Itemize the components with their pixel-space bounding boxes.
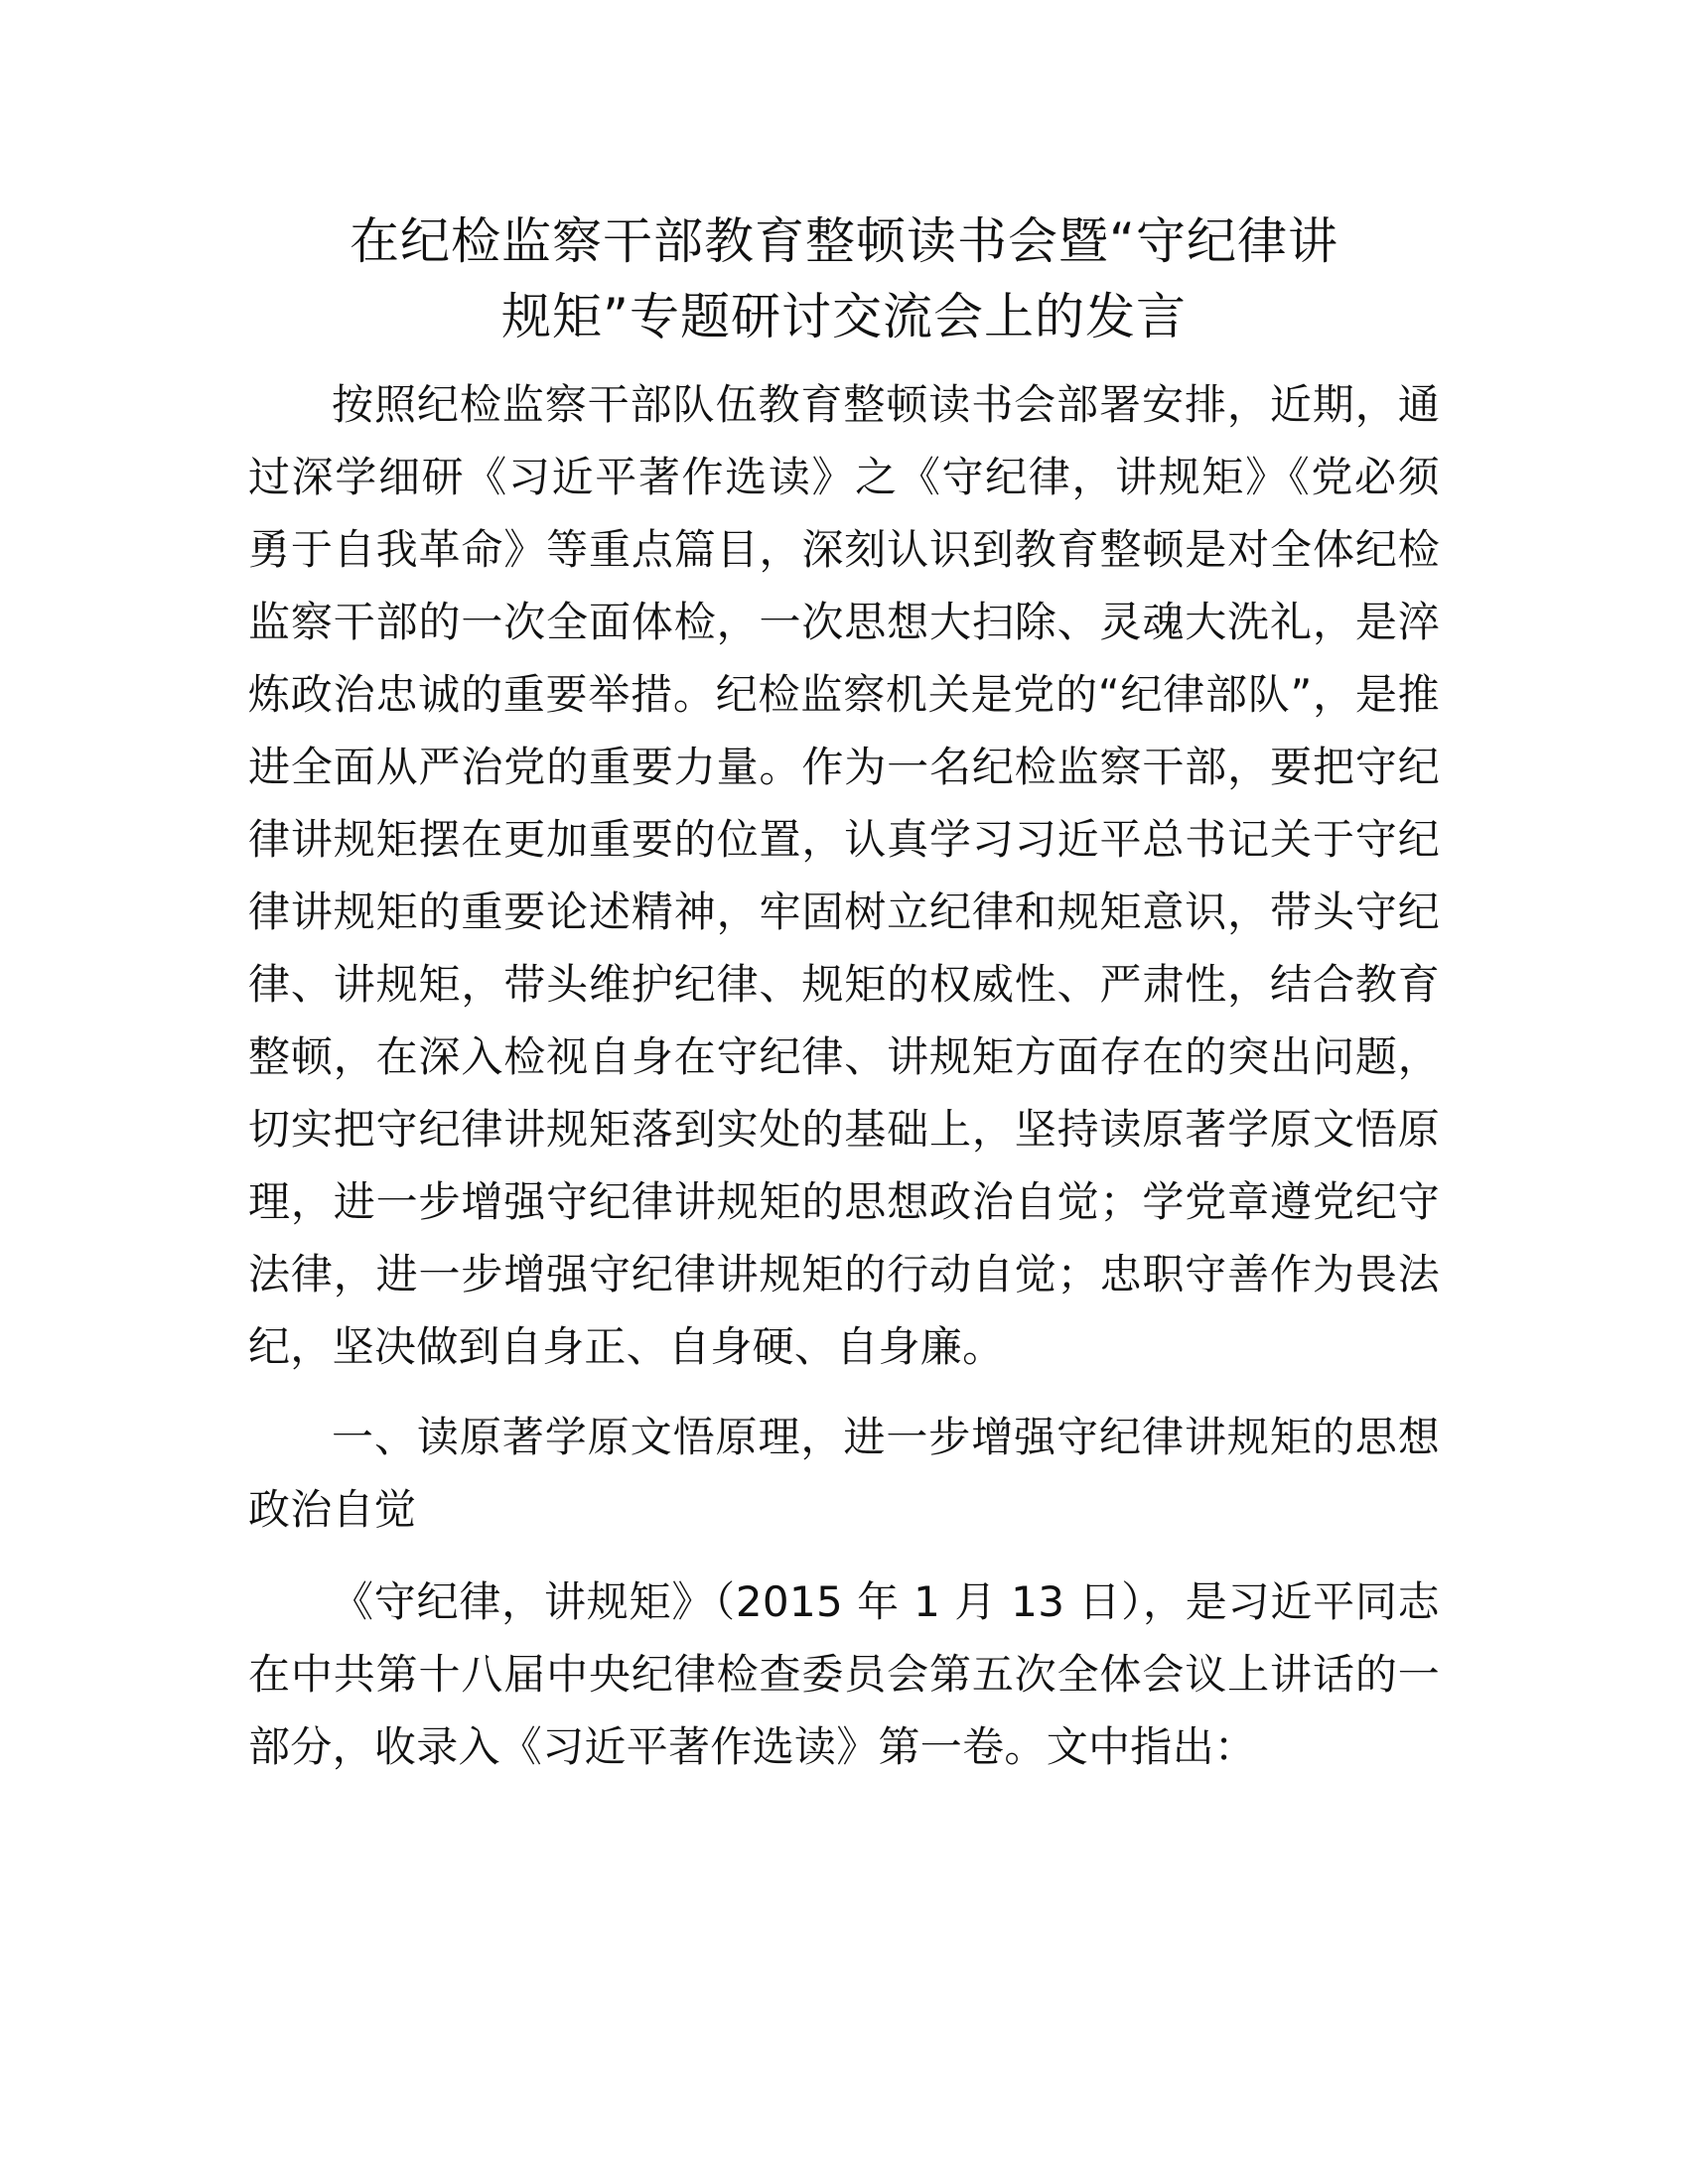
- document-page: [248, 204, 1440, 1783]
- title-line-1: 在纪检监察干部教育整顿读书会暨“守纪律讲: [350, 212, 1338, 270]
- body-paragraph: 《守纪律，讲规矩》（2015 年 1 月 13 日），是习近平同志在中共第十八届中央纪律检查委员会第五次全体会议上讲话的一部分，收录入《习近平著作选读》第一卷。文中指出：: [248, 1577, 1440, 1771]
- document-title: [248, 204, 1440, 354]
- title-line-2: 规矩”专题研讨交流会上的发言: [501, 288, 1187, 345]
- intro-paragraph: 按照纪检监察干部队伍教育整顿读书会部署安排，近期，通过深学细研《习近平著作选读》之《守纪律，讲规矩》《党必须勇于自我革命》等重点篇目，深刻认识到教育整顿是对全体纪检监察干部的一次全面体检，一次思想大扫除、灵魂大洗礼，是淬炼政治忠诚的重要举措。纪检监察机关是党的“纪律部队”，是推进全面从严治党的重要力量。作为一名纪检监察干部，要把守纪律讲规矩摆在更加重要的位置，认真学习习近平总书记关于守纪律讲规矩的重要论述精神，牢固树立纪律和规矩意识，带头守纪律、讲规矩，带头维护纪律、规矩的权威性、严肃性，结合教育整顿，在深入检视自身在守纪律、讲规矩方面存在的突出问题，切实把守纪律讲规矩落到实处的基础上，坚持读原著学原文悟原理，进一步增强守纪律讲规矩的思想政治自觉；学党章遵党纪守法律，进一步增强守纪律讲规矩的行动自觉；忠职守善作为畏法纪，坚决做到自身正、自身硬、自身廉。: [248, 380, 1440, 1371]
- section-heading-1: 一、读原著学原文悟原理，进一步增强守纪律讲规矩的思想政治自觉: [248, 1413, 1440, 1534]
